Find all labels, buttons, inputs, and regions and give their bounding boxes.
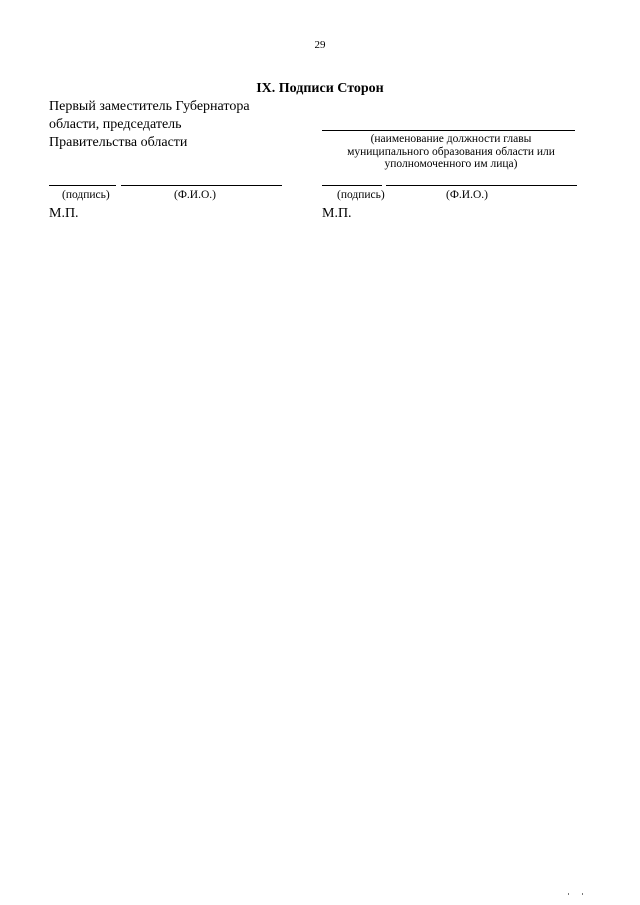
- right-position-caption-line: (наименование должности главы: [370, 133, 532, 145]
- right-position-caption: [316, 133, 586, 171]
- right-position-caption-line: муниципального образования области или: [347, 145, 555, 158]
- scan-marks: [566, 893, 590, 899]
- left-name-label: (Ф.И.О.): [174, 189, 216, 201]
- right-name-line: [386, 185, 577, 186]
- left-party-title: [49, 98, 299, 152]
- right-position-caption-line: уполномоченного им лица): [384, 158, 518, 170]
- right-position-blank-line: [322, 130, 575, 131]
- left-party-title-line: Первый заместитель Губернатора: [49, 99, 250, 114]
- left-name-line: [121, 185, 282, 186]
- left-signature-label: (подпись): [62, 189, 110, 201]
- left-party-title-line: области, председатель: [49, 117, 182, 132]
- left-party-title-line: Правительства области: [49, 135, 188, 150]
- section-heading: IX. Подписи Сторон: [256, 81, 384, 96]
- page-number: 29: [314, 39, 326, 51]
- right-signature-label: (подпись): [337, 189, 385, 201]
- left-seal-label: М.П.: [49, 206, 79, 221]
- right-name-label: (Ф.И.О.): [446, 189, 488, 201]
- right-seal-label: М.П.: [322, 206, 352, 221]
- left-signature-line: [49, 185, 116, 186]
- right-signature-line: [322, 185, 382, 186]
